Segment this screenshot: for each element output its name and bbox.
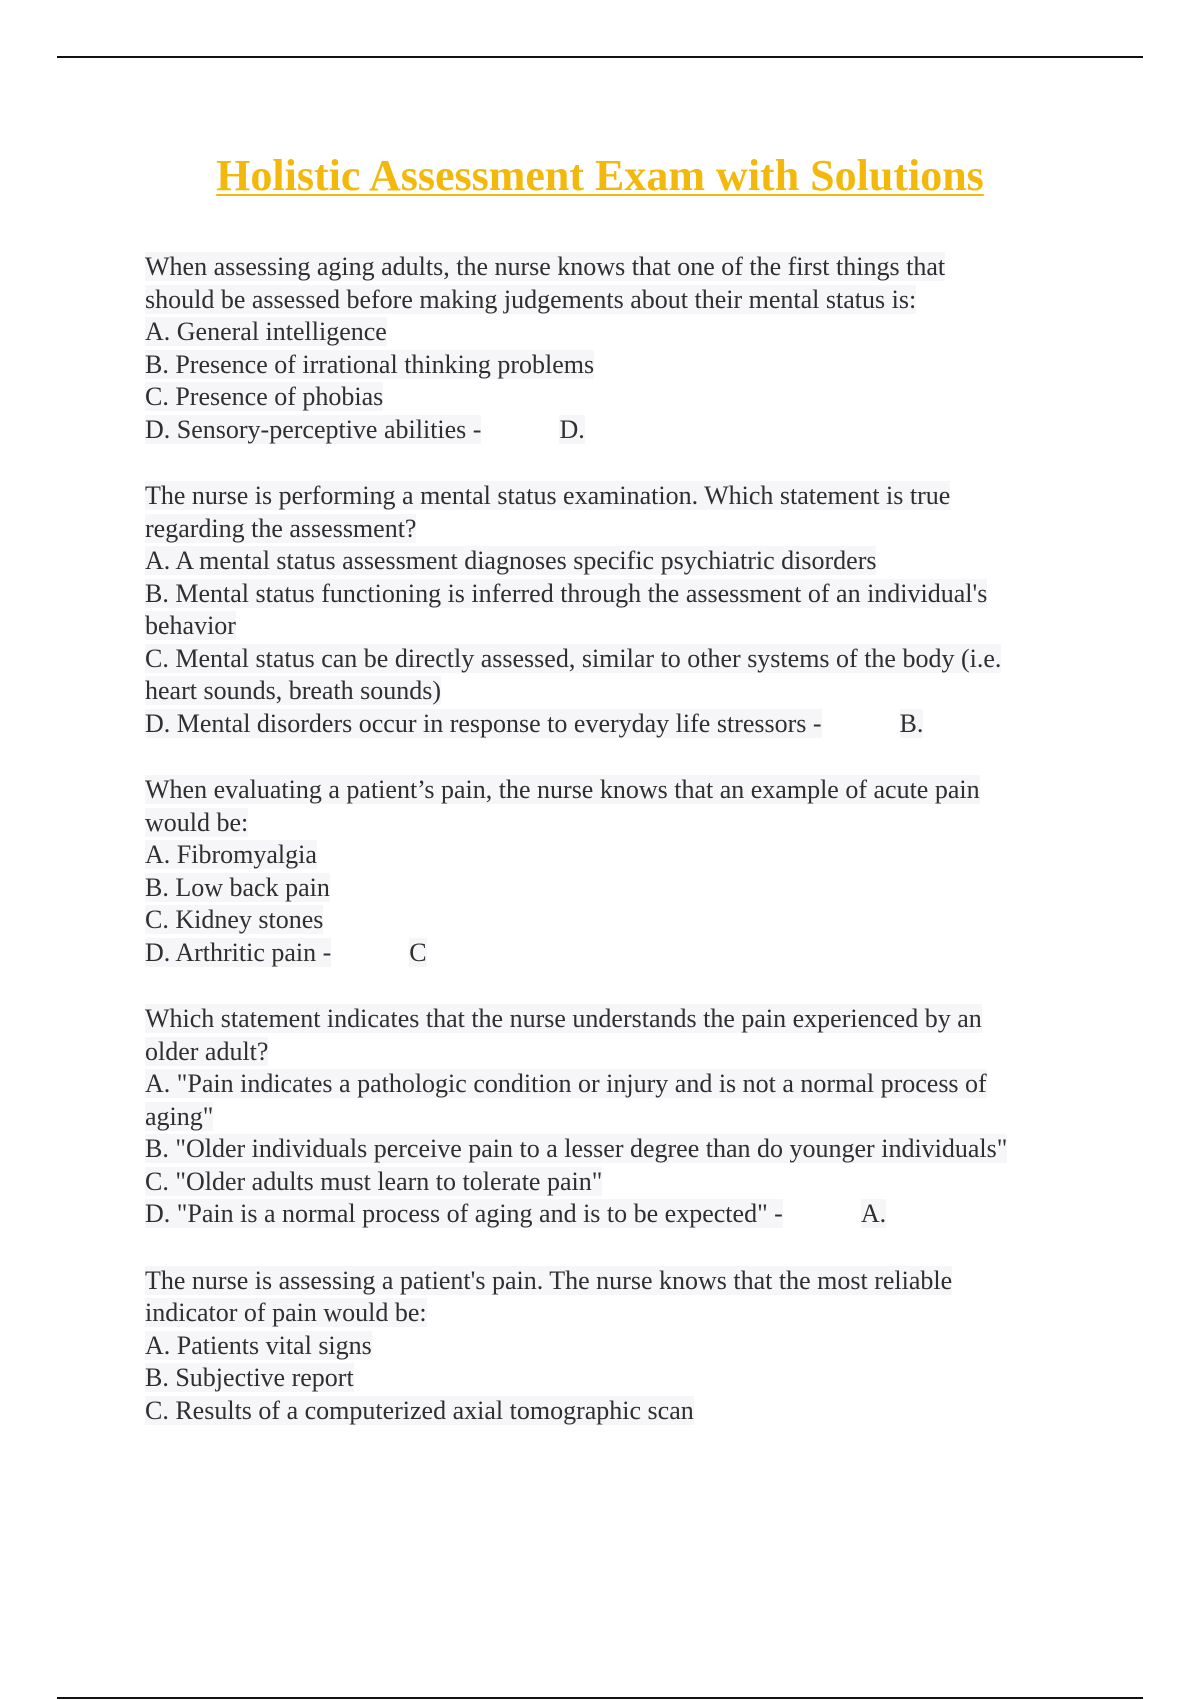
question-4: [145, 1003, 1095, 1231]
question-line: should be assessed before making judgements about their mental status is:: [145, 284, 917, 314]
option-line: B. Mental status functioning is inferred through the assessment of an individual's: [145, 578, 988, 608]
option-line: C. Results of a computerized axial tomographic scan: [145, 1395, 694, 1425]
option-line-with-answer: D. Mental disorders occur in response to everyday life stressors - B.: [145, 708, 924, 738]
option-line: B. Subjective report: [145, 1363, 354, 1392]
option-line: A. General intelligence: [145, 317, 387, 346]
option-line-with-answer: D. Sensory-perceptive abilities - D.: [145, 414, 585, 444]
question-line: Which statement indicates that the nurse understands the pain experienced by an: [145, 1004, 982, 1033]
option-line: C. Presence of phobias: [145, 382, 384, 411]
question-5: [145, 1265, 1095, 1428]
option-line-with-answer: D. Arthritic pain - C: [145, 937, 427, 967]
question-line: regarding the assessment?: [145, 513, 417, 543]
option-line: A. Patients vital signs: [145, 1330, 372, 1360]
answer-key: C: [409, 937, 427, 967]
option-line-with-answer: D. "Pain is a normal process of aging and is to be expected" - A.: [145, 1199, 887, 1228]
document-title: Holistic Assessment Exam with Solutions: [216, 151, 984, 200]
header-rule: [57, 56, 1143, 58]
option-line: B. "Older individuals perceive pain to a lesser degree than do younger individuals": [145, 1134, 1008, 1163]
document-body: [145, 251, 1095, 1461]
answer-key: B.: [899, 708, 924, 738]
option-line: heart sounds, breath sounds): [145, 676, 442, 705]
option-line: C. "Older adults must learn to tolerate pain": [145, 1166, 603, 1196]
option-line: aging": [145, 1101, 214, 1131]
question-line: indicator of pain would be:: [145, 1298, 427, 1327]
question-2: [145, 480, 1095, 740]
option-line: C. Kidney stones: [145, 905, 324, 934]
question-line: When evaluating a patient’s pain, the nurse knows that an example of acute pain: [145, 775, 980, 804]
question-1: [145, 251, 1095, 446]
option-line: A. Fibromyalgia: [145, 840, 317, 869]
question-line: The nurse is performing a mental status examination. Which statement is true: [145, 481, 951, 510]
question-line: When assessing aging adults, the nurse knows that one of the first things that: [145, 252, 946, 281]
answer-key: A.: [860, 1199, 887, 1228]
option-line: C. Mental status can be directly assessed, similar to other systems of the body (i.e.: [145, 643, 1002, 673]
question-3: [145, 774, 1095, 969]
option-line: A. A mental status assessment diagnoses specific psychiatric disorders: [145, 546, 877, 575]
option-line: behavior: [145, 611, 236, 640]
option-line: A. "Pain indicates a pathologic condition or injury and is not a normal process of: [145, 1069, 987, 1098]
question-line: The nurse is assessing a patient's pain. The nurse knows that the most reliable: [145, 1265, 953, 1295]
question-line: older adult?: [145, 1036, 269, 1066]
answer-key: D.: [559, 414, 585, 444]
option-line: B. Low back pain: [145, 872, 330, 902]
question-line: would be:: [145, 807, 249, 837]
option-line: B. Presence of irrational thinking problems: [145, 349, 595, 379]
footer-rule: [57, 1697, 1143, 1699]
